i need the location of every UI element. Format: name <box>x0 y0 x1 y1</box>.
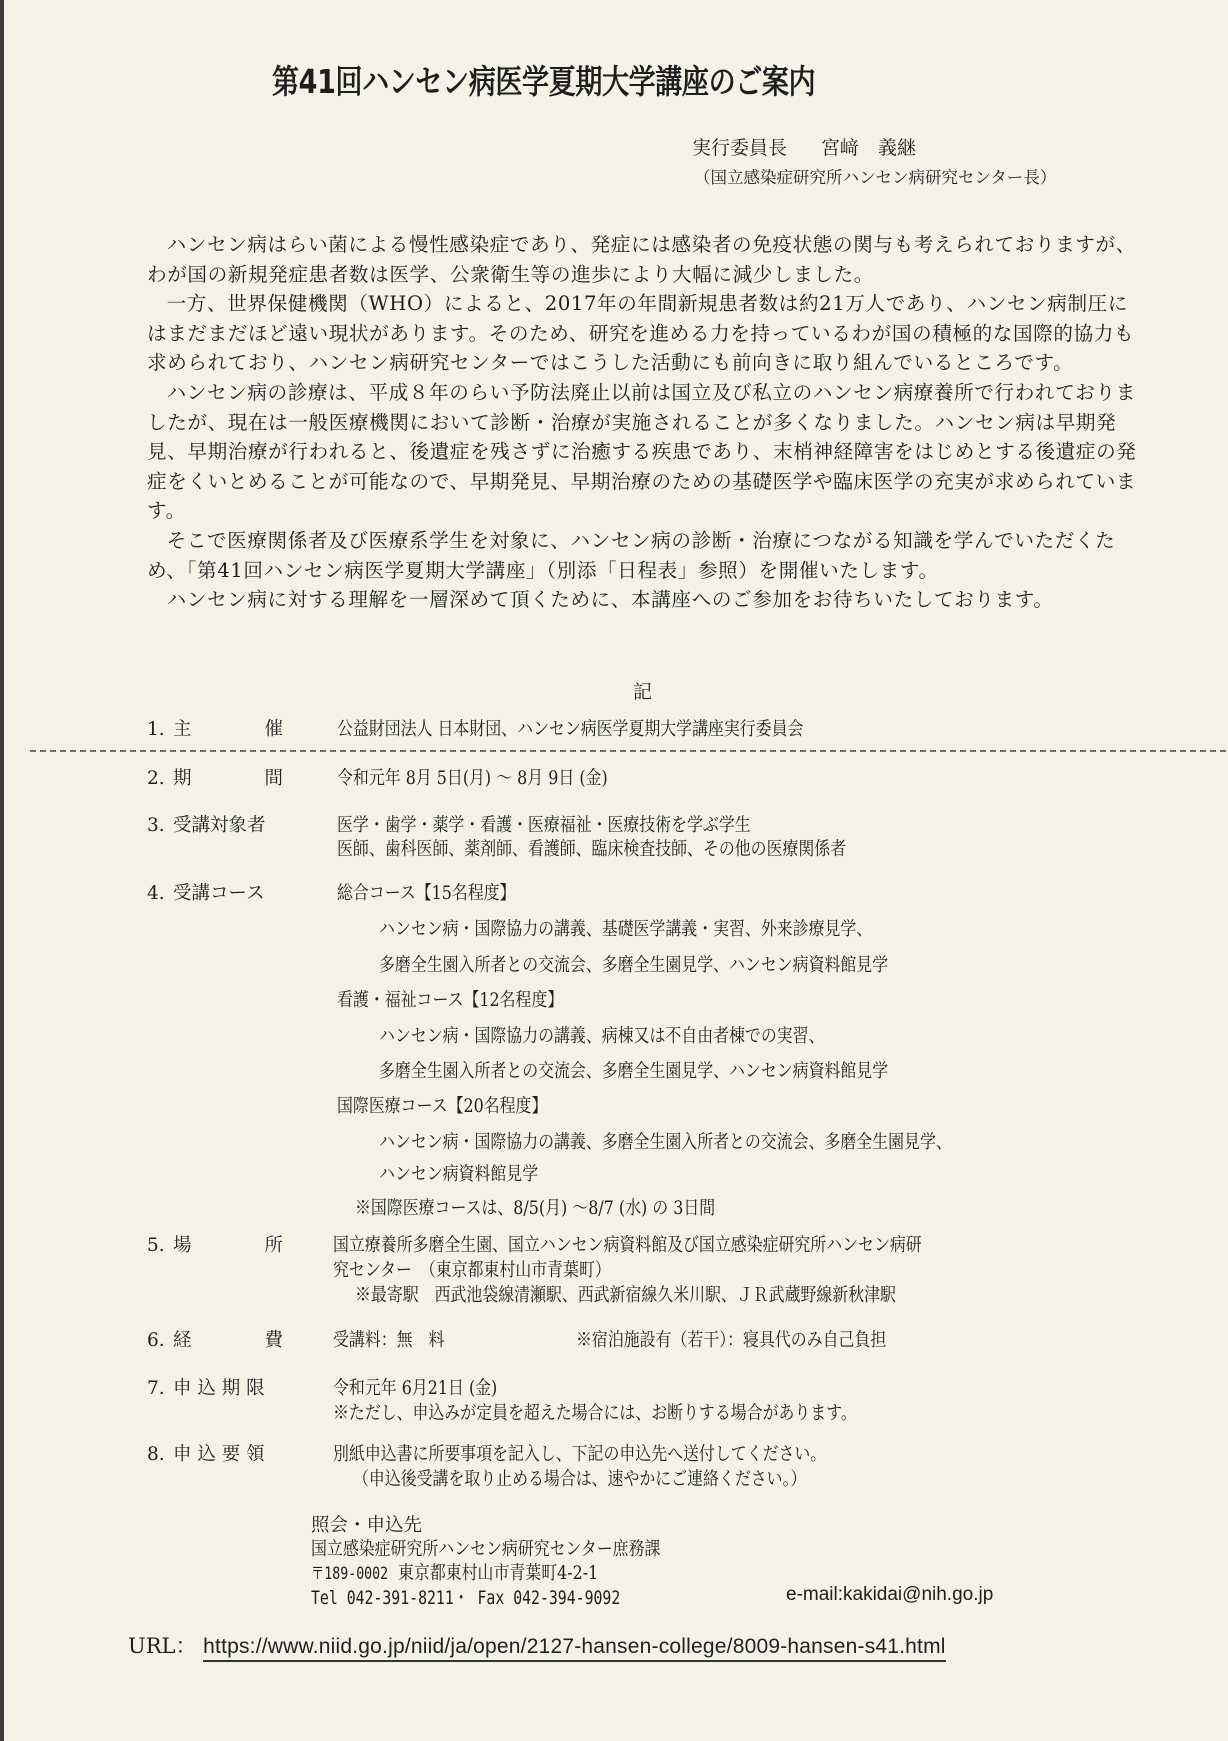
item-value: 公益財団法人 日本財団、ハンセン病医学夏期大学講座実行委員会 <box>337 719 804 740</box>
ki-heading: 記 <box>633 681 653 703</box>
item-value: 究センター （東京都東村山市青葉町） <box>333 1260 611 1281</box>
contact-tel-fax: Tel 042-391-8211・ Fax 042-394-9092 <box>311 1587 621 1609</box>
contact-heading: 照会・申込先 <box>311 1515 423 1536</box>
course-detail: ハンセン病・国際協力の講義、病棟又は不自由者棟での実習、 <box>379 1026 825 1047</box>
item-label-char: 所 <box>264 1235 283 1256</box>
chair-affiliation: （国立感染症研究所ハンセン病研究センター長） <box>694 168 1057 187</box>
item-label: 受講対象者 <box>173 815 266 836</box>
paragraph: ハンセン病に対する理解を一層深めて頂くために、本講座へのご参加をお待ちいたしております。 <box>166 588 1054 612</box>
item-number: 4. <box>147 883 165 904</box>
item-label: 申 込 要 領 <box>173 1444 265 1465</box>
item-label-char: 主 <box>173 719 192 740</box>
item-value: 医学・歯学・薬学・看護・医療福祉・医療技術を学ぶ学生 <box>337 815 751 836</box>
contact-address: 東京都東村山市青葉町4-2-1 <box>397 1563 599 1584</box>
chair-role: 実行委員長 <box>692 137 788 159</box>
course-detail: ハンセン病・国際協力の講義、基礎医学講義・実習、外来診療見学、 <box>379 919 873 940</box>
item-label-char: 場 <box>173 1235 192 1256</box>
application-note: （申込後受講を取り止める場合は、速やかにご連絡ください。） <box>353 1469 807 1490</box>
item-number: 1. <box>147 719 165 740</box>
contact-block <box>311 1514 717 1611</box>
course-detail: ハンセン病・国際協力の講義、多磨全生園入所者との交流会、多磨全生園見学、 <box>379 1132 952 1153</box>
paragraph: 一方、世界保健機関（WHO）によると、2017年の年間新規患者数は約21万人であり、ハンセン病制圧にはまだまだほど遠い現状があります。そのため、研究を進める力を持っているわが国の積極的な国際的協力も求められており、ハンセン病研究センターではこうした活動にも前向きに取り組んでいるところです。 <box>147 292 1135 375</box>
url-label: URL： <box>128 1634 197 1658</box>
course-name: 看護・福祉コース【12名程度】 <box>337 990 564 1011</box>
course-detail: 多磨全生園入所者との交流会、多磨全生園見学、ハンセン病資料館見学 <box>379 1061 889 1082</box>
item-label: 受講コース <box>173 883 265 904</box>
deadline-note: ※ただし、申込みが定員を超えた場合には、お断りする場合があります。 <box>333 1403 857 1424</box>
item-number: 2. <box>147 768 165 789</box>
committee-chair <box>692 133 916 160</box>
item-label-char: 費 <box>264 1330 283 1351</box>
url-link[interactable]: https://www.niid.go.jp/niid/ja/open/2127-hansen-college/8009-hansen-s41.html <box>203 1635 946 1662</box>
paragraph: ハンセン病の診療は、平成８年のらい予防法廃止以前は国立及び私立のハンセン病療養所で行われておりましたが、現在は一般医療機関において診断・治療が実施されることが多くなりました。ハンセン病は早期発見、早期治療が行われると、後遺症を残さずに治癒する疾患であり、末梢神経障害をはじめとする後遺症の発症をくいとめることが可能なので、早期発見、早期治療のための基礎医学や臨床医学の充実が求められています。 <box>147 380 1137 523</box>
course-detail: ハンセン病資料館見学 <box>379 1164 539 1185</box>
tuition-fee: 受講料：無 料 <box>333 1330 445 1351</box>
item-label: 申 込 期 限 <box>173 1378 265 1399</box>
lodging-note: ※宿泊施設有（若干）：寝具代のみ自己負担 <box>576 1330 887 1351</box>
deadline-date: 令和元年 6月21日 (金) <box>333 1378 498 1399</box>
application-instruction: 別紙申込書に所要事項を記入し、下記の申込先へ送付してください。 <box>333 1444 827 1465</box>
contact-organization: 国立感染症研究所ハンセン病研究センター庶務課 <box>311 1539 661 1560</box>
course-name: 国際医療コース【20名程度】 <box>337 1096 548 1117</box>
chair-name: 宮﨑 義継 <box>821 137 917 159</box>
course-name: 総合コース【15名程度】 <box>337 883 516 904</box>
course-detail: 多磨全生園入所者との交流会、多磨全生園見学、ハンセン病資料館見学 <box>379 955 889 976</box>
nearest-station: ※最寄駅 西武池袋線清瀬駅、西武新宿線久米川駅、ＪＲ武蔵野線新秋津駅 <box>355 1285 896 1306</box>
contact-email[interactable]: e-mail:kakidai@nih.go.jp <box>786 1584 994 1605</box>
item-label-char: 経 <box>173 1330 192 1351</box>
paragraph: ハンセン病はらい菌による慢性感染症であり、発症には感染者の免疫状態の関与も考えられておりますが、わが国の新規発症患者数は医学、公衆衛生等の進歩により大幅に減少しました。 <box>147 233 1136 286</box>
item-number: 8. <box>147 1444 165 1465</box>
item-number: 3. <box>147 815 165 836</box>
url-row <box>128 1630 946 1660</box>
dashed-divider <box>30 750 1226 752</box>
intro-body <box>147 230 1147 615</box>
item-label-char: 催 <box>264 719 283 740</box>
item-number: 5. <box>147 1235 165 1256</box>
document-title: 第41回ハンセン病医学夏期大学講座のご案内 <box>272 62 816 101</box>
postal-code: 〒189-0002 <box>311 1564 389 1584</box>
course-note: ※国際医療コースは、8/5(月) ～8/7 (水) の 3日間 <box>355 1198 716 1219</box>
item-value: 令和元年 8月 5日(月) ～ 8月 9日 (金) <box>337 768 608 789</box>
paragraph: そこで医療関係者及び医療系学生を対象に、ハンセン病の診断・治療につながる知識を学んでいただくため、「第41回ハンセン病医学夏期大学講座」（別添「日程表」参照）を開催いたします。 <box>147 528 1116 582</box>
item-label-char: 期 <box>173 768 192 789</box>
item-value: 国立療養所多磨全生園、国立ハンセン病資料館及び国立感染症研究所ハンセン病研 <box>333 1235 922 1256</box>
item-number: 6. <box>147 1330 165 1351</box>
item-label-char: 間 <box>264 768 283 789</box>
item-number: 7. <box>147 1378 165 1399</box>
item-value: 医師、歯科医師、薬剤師、看護師、臨床検査技師、その他の医療関係者 <box>337 839 847 860</box>
